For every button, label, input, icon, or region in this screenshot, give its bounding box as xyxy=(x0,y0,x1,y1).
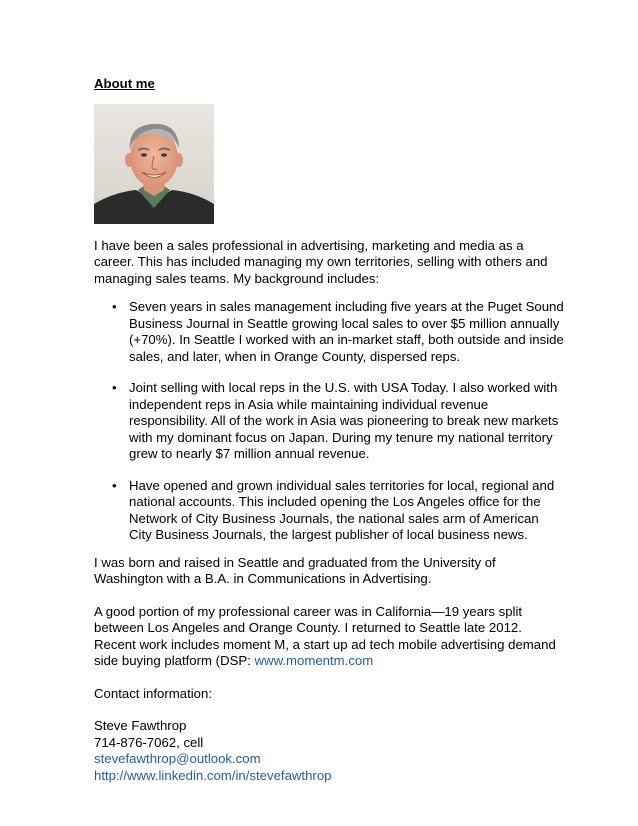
contact-block xyxy=(94,718,564,784)
bullet-icon: • xyxy=(112,380,117,395)
background-list xyxy=(94,299,564,544)
list-item xyxy=(94,478,564,544)
bullet-icon: • xyxy=(112,477,117,493)
document-page xyxy=(94,76,564,784)
career-text: A good portion of my professional career was in California—19 years split between Los Angeles and Orange County. I returned to Seattle late 2012. Recent work includes moment M, a start up ad tech mobile advertising demand side buying platform (DSP: xyxy=(94,603,556,668)
page-heading: About me xyxy=(94,76,155,91)
list-item xyxy=(94,299,564,365)
profile-photo xyxy=(94,104,214,224)
linkedin-link[interactable]: http://www.linkedin.com/in/stevefawthrop xyxy=(94,767,332,783)
bullet-icon: • xyxy=(112,299,117,314)
list-item xyxy=(94,380,564,463)
contact-name: Steve Fawthrop xyxy=(94,718,187,733)
list-item-text: Joint selling with local reps in the U.S. with USA Today. I also worked with independent reps in Asia while maintaining individual revenue responsibility. All of the work in Asia was pioneering to break new markets with my dominant focus on Japan. During my tenure my national territory grew to nearly $7 million annual revenue. xyxy=(129,380,559,461)
career-paragraph xyxy=(94,604,564,670)
list-item-text: Seven years in sales management including five years at the Puget Sound Business Journal in Seattle growing local sales to over $5 million annually (+70%). In Seattle I worked with an in-market staff, both outside and inside sales, and later, when in Orange County, dispersed reps. xyxy=(129,299,564,364)
momentm-link[interactable]: www.momentm.com xyxy=(254,653,374,668)
contact-phone: 714-876-7062, cell xyxy=(94,734,204,750)
education-paragraph: I was born and raised in Seattle and graduated from the University of Washington with a B.A. in Communications in Advertising. xyxy=(94,554,496,586)
contact-label: Contact information: xyxy=(94,685,213,701)
intro-paragraph: I have been a sales professional in advertising, marketing and media as a career. This has included managing my own territories, selling with others and managing sales teams. My background includes: xyxy=(94,237,548,286)
list-item-text: Have opened and grown individual sales territories for local, regional and national accounts. This included opening the Los Angeles office for the Network of City Business Journals, the national sales arm of American City Business Journals, the largest publisher of local business news. xyxy=(129,477,555,542)
contact-email-link[interactable]: stevefawthrop@outlook.com xyxy=(94,751,261,766)
